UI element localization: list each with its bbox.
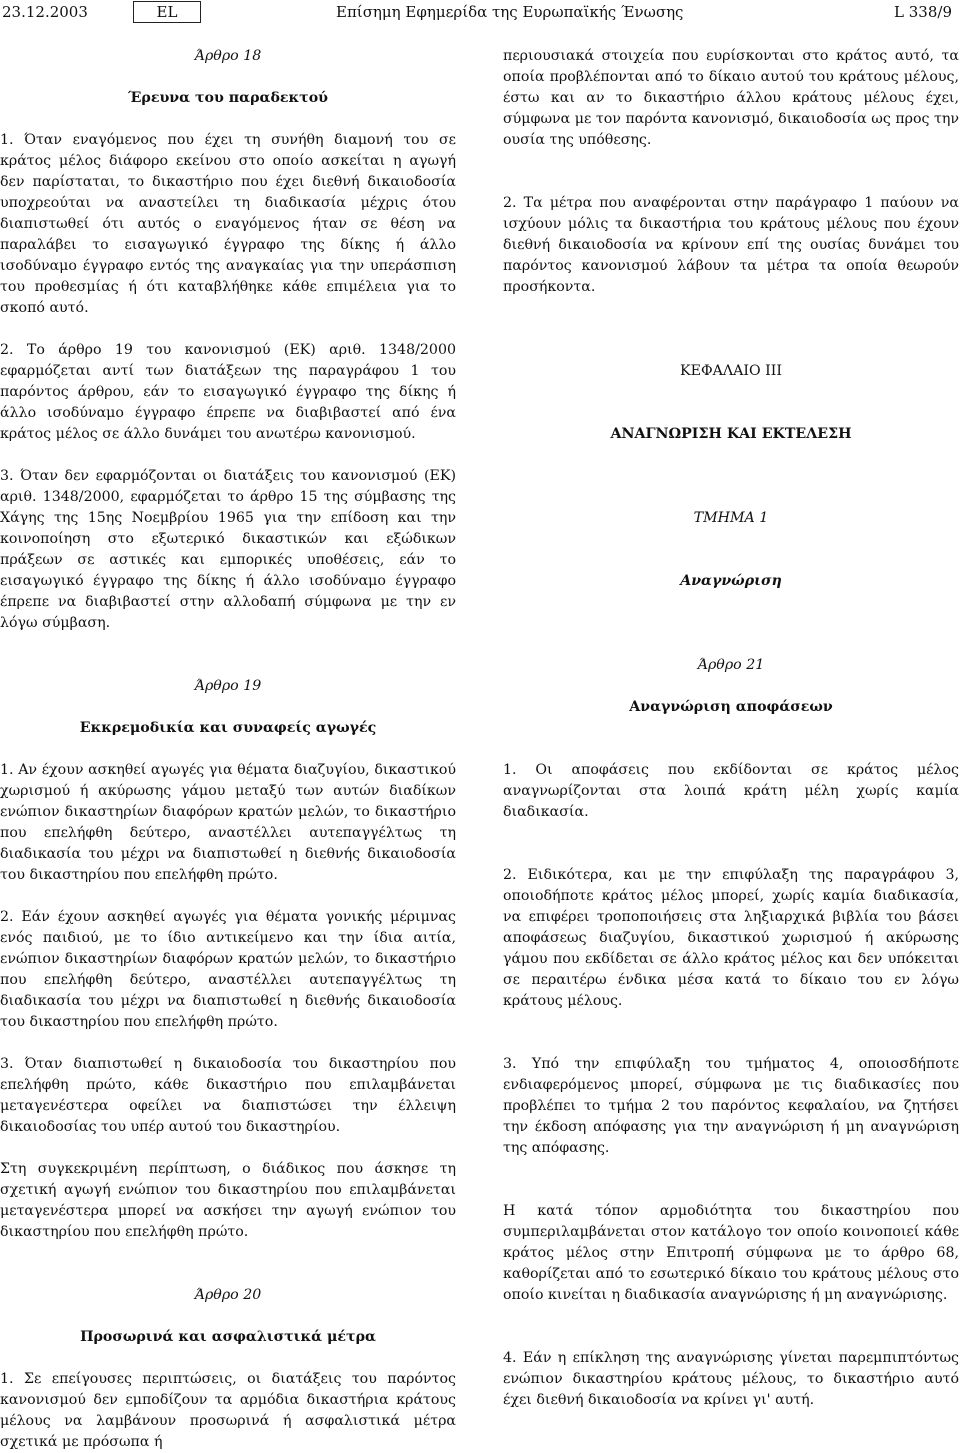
- article-20-paragraph-2: 2. Τα μέτρα που αναφέρονται στην παράγραφο 1 παύουν να ισχύουν μόλις τα δικαστήρια του κράτους μέλους που έχουν διεθνή δικαιοδοσία να κρίνουν επί της ουσίας δυνάμει του παρόντος κανονισμού λάβουν τα μέτρα τα οποία θεωρούν προσήκοντα.: [503, 195, 959, 295]
- article-21-paragraph-5: 4. Εάν η επίκληση της αναγνώρισης γίνεται παρεμπιπτόντως ενώπιον δικαστηρίου κράτους μέλους, το δικαστήριο αυτό έχει διεθνή δικαιοδοσία να κρίνει γι' αυτή.: [503, 1350, 959, 1408]
- article-18-paragraph-1: 1. Όταν εναγόμενος που έχει τη συνήθη διαμονή του σε κράτος μέλος διάφορο εκείνου στο οποίο ασκείται η αγωγή δεν παρίσταται, το δικαστήριο που έχει διεθνή δικαιοδοσία υποχρεούται να αναστείλει τη διαδικασία μέχρις ότου διαπιστωθεί ότι αυτός ο εναγόμενος ήταν σε θέση να παραλάβει το εισαγωγικό έγγραφο της δίκης ή άλλο ισοδύναμο έγγραφο εντός της αναγκαίας για την υπεράσπιση του προθεσμίας ή ότι καταβλήθηκε κάθε επιμέλεια για το σκοπό αυτό.: [0, 132, 456, 316]
- article-21-paragraph-1: 1. Οι αποφάσεις που εκδίδονται σε κράτος μέλος αναγνωρίζονται στα λοιπά κράτη μέλη χωρίς καμία διαδικασία.: [503, 762, 959, 820]
- journal-title: Επίσημη Εφημερίδα της Ευρωπαϊκής Ένωσης: [336, 3, 684, 21]
- right-column: [503, 46, 959, 1411]
- chapter-heading: ΚΕΦΑΛΑΙΟ III: [680, 363, 782, 379]
- article-19-paragraph-1: 1. Αν έχουν ασκηθεί αγωγές για θέματα διαζυγίου, δικαστικού χωρισμού ή ακύρωσης γάμου μεταξύ των αυτών διαδίκων ενώπιον δικαστηρίων διαφόρων κρατών μελών, το δικαστήριο που επελήφθη δεύτερο, αναστέλλει αυτεπαγγέλτως τη διαδικασία του μέχρι να διαπιστωθεί η διεθνής δικαιοδοσία του δικαστηρίου που επελήφθη πρώτο.: [0, 762, 456, 883]
- article-19-paragraph-3: 3. Όταν διαπιστωθεί η δικαιοδοσία του δικαστηρίου που επελήφθη πρώτο, κάθε δικαστήριο που επιλαμβάνεται μεταγενέστερα οφείλει να διαπιστώσει την έλλειψη δικαιοδοσίας του υπέρ αυτού του δικαστηρίου.: [0, 1056, 456, 1135]
- article-20-paragraph-1: 1. Σε επείγουσες περιπτώσεις, οι διατάξεις του παρόντος κανονισμού δεν εμποδίζουν τα αρμόδια δικαστήρια κράτους μέλους να λαμβάνουν προσωρινά ή ασφαλιστικά μέτρα σχετικά με πρόσωπα ή: [0, 1371, 456, 1450]
- section-heading: ΤΜΗΜΑ 1: [693, 510, 769, 526]
- article-19-title: Εκκρεμοδικία και συναφείς αγωγές: [79, 720, 377, 736]
- article-18-heading: Άρθρο 18: [194, 48, 262, 64]
- article-21-paragraph-4: Η κατά τόπον αρμοδιότητα του δικαστηρίου που συμπεριλαμβάνεται στον κατάλογο τον οποίο κοινοποιεί κάθε κράτος μέλος στην Επιτροπή σύμφωνα με το άρθρο 68, καθορίζεται από το εσωτερικό δίκαιο του κράτους μέλους στο οποίο κινείται η διαδικασία αναγνώρισης ή μη αναγνώρισης.: [503, 1203, 959, 1303]
- language-badge: EL: [133, 1, 201, 23]
- publication-date: 23.12.2003: [2, 3, 88, 21]
- article-20-paragraph-1-continued: περιουσιακά στοιχεία που ευρίσκονται στο κράτος αυτό, τα οποία προβλέπονται από το δίκαιο αυτού του κράτους μέλους, έστω και αν το δικαστήριο άλλου κράτους μέλους έχει, σύμφωνα με τον παρόντα κανονισμό, δικαιοδοσία ως προς την ουσία της υπόθεσης.: [503, 48, 959, 148]
- article-21-paragraph-2: 2. Ειδικότερα, και με την επιφύλαξη της παραγράφου 3, οποιοδήποτε κράτος μέλος μπορεί, χωρίς καμία διαδικασία, να επιφέρει τροποποιήσεις στα ληξιαρχικά βιβλία του βάσει αποφάσεως διαζυγίου, δικαστικού χωρισμού ή ακύρωσης γάμου που εκδίδεται σε άλλο κράτος μέλος και δεν υπόκειται σε περαιτέρω ένδικα μέσα κατά το δίκαιο του εν λόγω κράτους μέλους.: [503, 867, 959, 1009]
- article-18-paragraph-3: 3. Όταν δεν εφαρμόζονται οι διατάξεις του κανονισμού (ΕΚ) αριθ. 1348/2000, εφαρμόζεται το άρθρο 15 της σύμβασης της Χάγης της 15ης Νοεμβρίου 1965 για την επίδοση και την κοινοποίηση στο εξωτερικό δικαστικών και εξώδικων πράξεων σε αστικές και εμπορικές υποθέσεις, εάν το εισαγωγικό έγγραφο της δίκης ή άλλο ισοδύναμο έγγραφο έπρεπε να διαβιβαστεί στην αλλοδαπή σύμφωνα με την εν λόγω σύμβαση.: [0, 468, 456, 631]
- section-title: Αναγνώριση: [680, 573, 782, 589]
- page-reference: L 338/9: [894, 3, 952, 21]
- article-21-heading: Άρθρο 21: [697, 657, 765, 673]
- article-19-paragraph-2: 2. Εάν έχουν ασκηθεί αγωγές για θέματα γονικής μέριμνας ενός παιδιού, με το ίδιο αντικείμενο και την ίδια αιτία, ενώπιον δικαστηρίων διαφόρων κρατών μελών, το δικαστήριο που επελήφθη δεύτερο, αναστέλλει αυτεπαγγέλτως τη διαδικασία του μέχρι να διαπιστωθεί η διεθνής δικαιοδοσία του δικαστηρίου που επελήφθη πρώτο.: [0, 909, 456, 1030]
- article-19-heading: Άρθρο 19: [194, 678, 262, 694]
- article-21-paragraph-3: 3. Υπό την επιφύλαξη του τμήματος 4, οποιοσδήποτε ενδιαφερόμενος μπορεί, σύμφωνα με τις διαδικασίες που προβλέπει το τμήμα 2 του παρόντος κεφαλαίου, να ζητήσει την έκδοση απόφασης για την αναγνώριση ή μη αναγνώριση της απόφασης.: [503, 1056, 959, 1156]
- article-18-paragraph-2: 2. Το άρθρο 19 του κανονισμού (ΕΚ) αριθ. 1348/2000 εφαρμόζεται αντί των διατάξεων της παραγράφου 1 του παρόντος άρθρου, εάν το εισαγωγικό έγγραφο της δίκης ή άλλο ισοδύναμο έγγραφο έπρεπε να διαβιβαστεί από ένα κράτος μέλος σε άλλο δυνάμει του ανωτέρω κανονισμού.: [0, 342, 456, 442]
- article-20-title: Προσωρινά και ασφαλιστικά μέτρα: [80, 1329, 376, 1345]
- chapter-title: ΑΝΑΓΝΩΡΙΣΗ ΚΑΙ ΕΚΤΕΛΕΣΗ: [610, 426, 852, 442]
- article-20-heading: Άρθρο 20: [194, 1287, 262, 1303]
- article-19-paragraph-4: Στη συγκεκριμένη περίπτωση, ο διάδικος που άσκησε τη σχετική αγωγή ενώπιον του δικαστηρίου που επιλαμβάνεται μεταγενέστερα μπορεί να ασκήσει την αγωγή ενώπιον του δικαστηρίου που επελήφθη πρώτο.: [0, 1161, 456, 1240]
- left-column: [0, 46, 456, 1453]
- article-18-title: Έρευνα του παραδεκτού: [127, 90, 329, 106]
- article-21-title: Αναγνώριση αποφάσεων: [629, 699, 833, 715]
- page-header: [0, 0, 960, 26]
